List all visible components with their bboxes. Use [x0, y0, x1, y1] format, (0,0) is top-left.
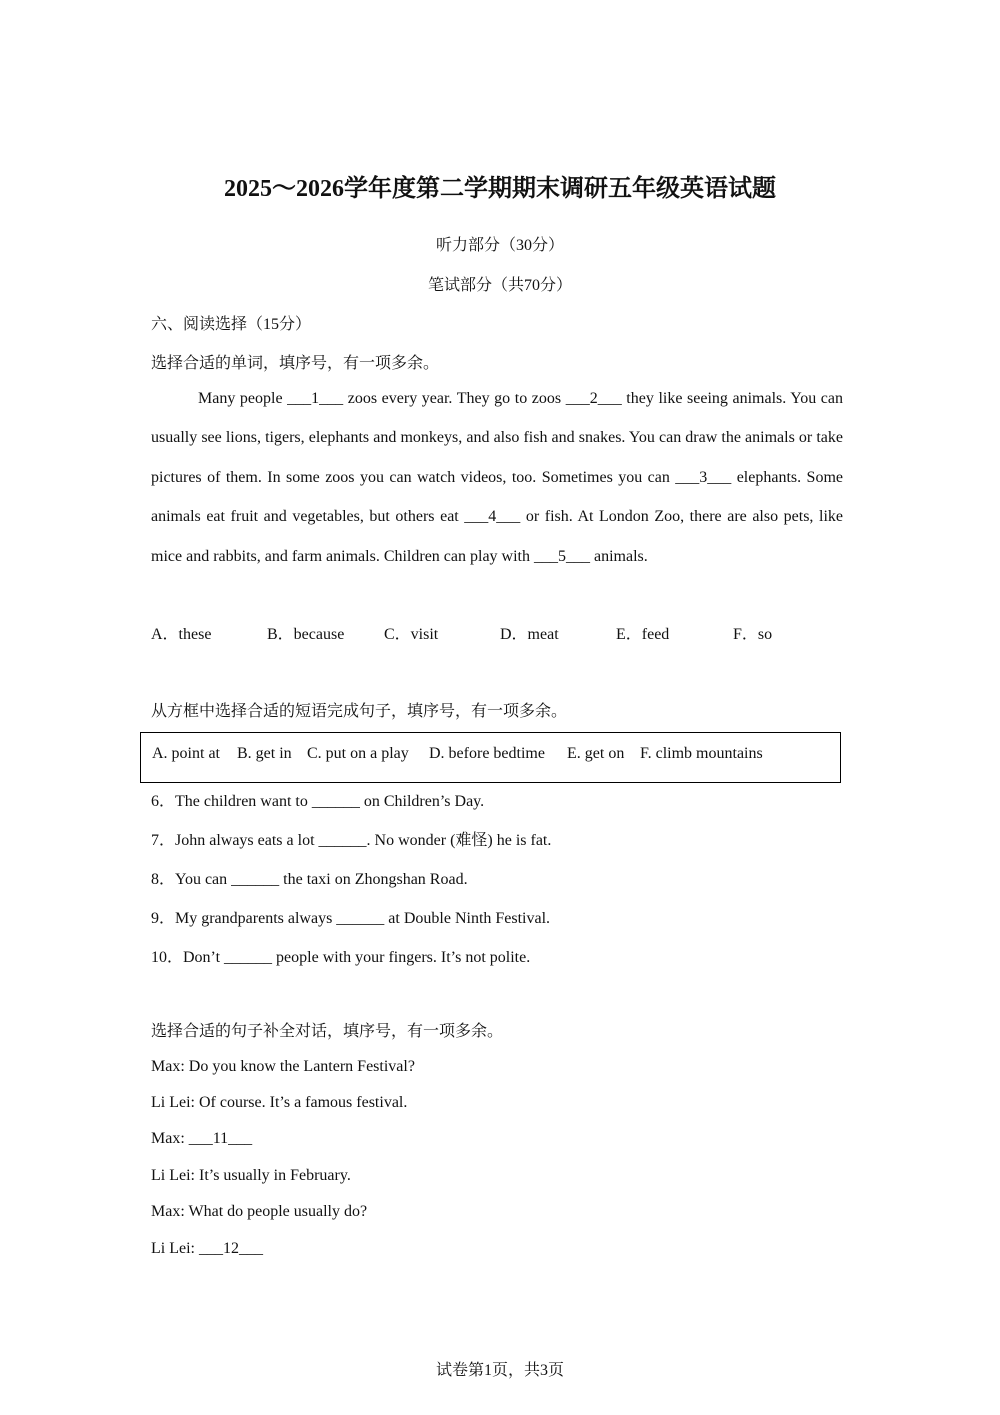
dialogue-line: Max: Do you know the Lantern Festival?: [151, 1058, 415, 1075]
reading-passage: [151, 379, 843, 576]
word-choice-instruction: 选择合适的单词，填序号，有一项多余。: [151, 355, 440, 372]
dialogue-line: Li Lei: Of course. It’s a famous festival.: [151, 1094, 408, 1111]
passage-line-1: Many people ___1___ zoos every year. They go to zoos ___2___ they like seeing animals.: [198, 390, 787, 407]
word-option-a: A．these: [151, 626, 212, 643]
phrase-box: [140, 732, 841, 783]
phrase-option-a: A. point at: [152, 745, 220, 762]
page-footer: 试卷第1页，共3页: [435, 1362, 564, 1379]
passage-rest: You can usually see lions, tigers, elephants and monkeys, and also fish and snakes. You can draw the animals or take pictures of them. In some zoos you can watch videos, too. Sometimes you can ___3___ elephants. Some animals eat fruit and vegetables, but others eat ___4___ or fish. At London Zoo, there are also pets, like mice and rabbits, and farm animals. Children can play with ___5___ animals.: [151, 390, 844, 565]
part6-heading: 六、阅读选择（15分）: [151, 316, 312, 333]
dialogue-line: Li Lei: It’s usually in February.: [151, 1167, 351, 1184]
listening-section-heading: 听力部分（30分）: [435, 237, 564, 254]
question-6: 6．The children want to ______ on Children’s Day.: [151, 793, 485, 810]
dialogue-line: Max: What do people usually do?: [151, 1203, 368, 1220]
dialogue-line: Li Lei: ___12___: [151, 1240, 263, 1257]
word-option-f: F．so: [733, 626, 773, 643]
phrase-option-f: F. climb mountains: [640, 745, 763, 762]
written-section-heading: 笔试部分（共70分）: [427, 277, 572, 294]
question-7: 7．John always eats a lot ______. No wonder (难怪) he is fat.: [151, 832, 552, 849]
word-option-b: B．because: [267, 626, 345, 643]
word-option-d: D．meat: [500, 626, 559, 643]
question-10: 10．Don’t ______ people with your fingers. It’s not polite.: [151, 949, 531, 966]
exam-title: 2025～2026学年度第二学期期末调研五年级英语试题: [224, 176, 776, 202]
phrase-choice-instruction: 从方框中选择合适的短语完成句子，填序号，有一项多余。: [151, 703, 568, 720]
question-9: 9．My grandparents always ______ at Double Ninth Festival.: [151, 910, 551, 927]
word-options: [151, 621, 851, 643]
word-option-e: E．feed: [616, 626, 670, 643]
phrase-option-e: E. get on: [567, 745, 625, 762]
dialogue-line: Max: ___11___: [151, 1130, 253, 1147]
word-option-c: C．visit: [384, 626, 439, 643]
phrase-option-d: D. before bedtime: [429, 745, 545, 762]
phrase-option-c: C. put on a play: [307, 745, 409, 762]
question-8: 8．You can ______ the taxi on Zhongshan Road.: [151, 871, 468, 888]
dialogue-instruction: 选择合适的句子补全对话，填序号，有一项多余。: [151, 1023, 504, 1040]
phrase-option-b: B. get in: [237, 745, 292, 762]
